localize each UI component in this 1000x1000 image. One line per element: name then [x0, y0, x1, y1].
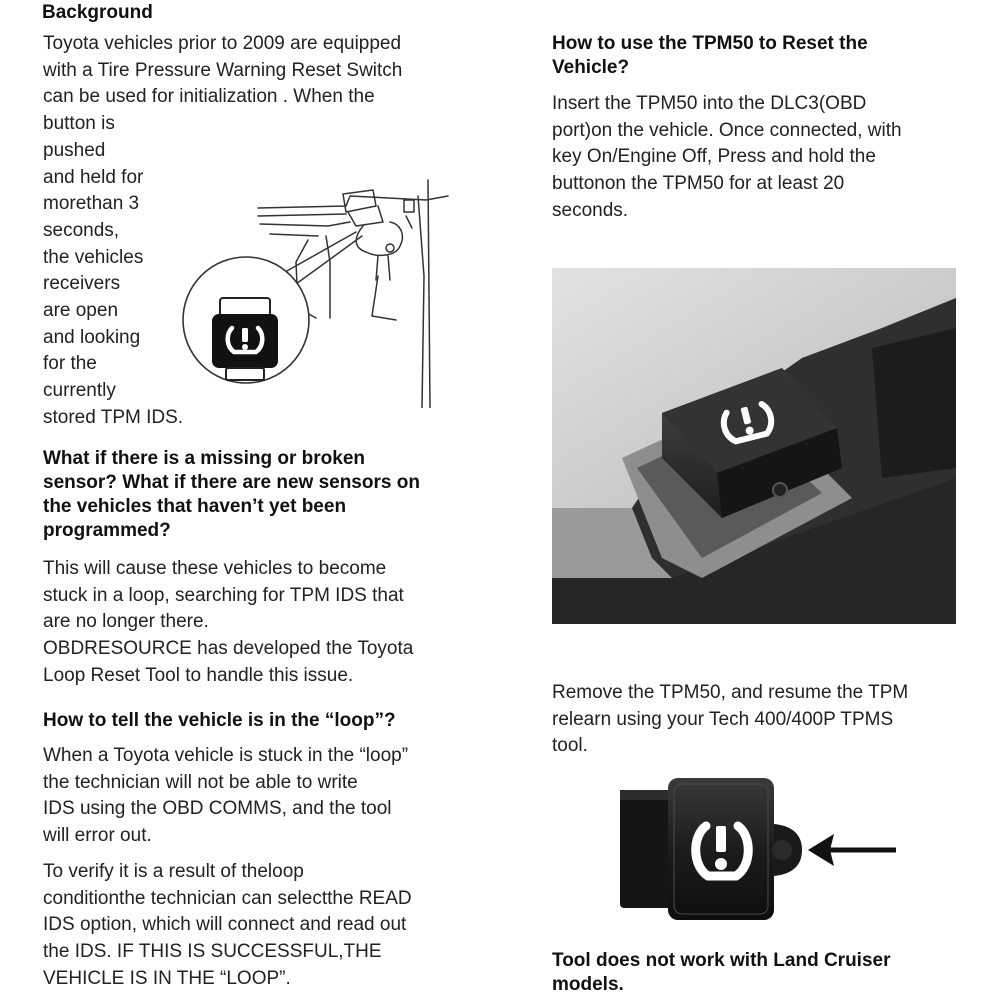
missing-sensor-paragraph [43, 556, 413, 690]
heading-line: programmed? [43, 520, 171, 541]
tpms-warning-icon [204, 294, 286, 386]
heading-line: Vehicle? [552, 57, 630, 78]
text-line: receivers [43, 273, 121, 295]
text-line: with a Tire Pressure Warning Reset Switch [43, 59, 403, 81]
text-line: seconds, [43, 219, 120, 241]
text-line: VEHICLE IS IN THE “LOOP”. [43, 967, 291, 989]
text-line: Insert the TPM50 into the DLC3(OBD [552, 93, 867, 114]
heading-line: models. [552, 974, 624, 995]
heading-line: What if there is a missing or broken [43, 448, 366, 469]
text-line: stuck in a loop, searching for TPM IDS that [43, 584, 404, 606]
remove-paragraph [552, 680, 908, 760]
text-line: the IDS. IF THIS IS SUCCESSFUL,THE [43, 941, 382, 963]
text-line: morethan 3 [43, 193, 140, 215]
tpm50-device-icon [618, 776, 804, 922]
text-line: button is [43, 113, 115, 135]
text-line: are no longer there. [43, 611, 209, 633]
text-line: This will cause these vehicles to become [43, 558, 387, 579]
text-line: Loop Reset Tool to handle this issue. [43, 664, 354, 686]
heading-line: How to use the TPM50 to Reset the [552, 33, 868, 54]
heading-line: the vehicles that haven’t yet been [43, 496, 347, 517]
text-line: OBDRESOURCE has developed the Toyota [43, 638, 414, 660]
use-paragraph [552, 91, 902, 225]
text-line: buttonon the TPM50 for at least 20 [552, 173, 845, 195]
warning-note [552, 949, 891, 997]
text-line: for the [43, 353, 97, 375]
text-line: relearn using your Tech 400/400P TPMS [552, 708, 894, 730]
text-line: and looking [43, 326, 141, 348]
text-line: and held for [43, 166, 144, 188]
text-line: key On/Engine Off, Press and hold the [552, 146, 876, 168]
text-line: currently [43, 380, 116, 402]
verify-paragraph [43, 859, 412, 993]
text-line: will error out. [43, 825, 152, 847]
text-line: stored TPM IDS. [43, 406, 184, 428]
heading-line: sensor? What if there are new sensors on [43, 472, 420, 493]
text-line: seconds. [552, 199, 629, 221]
text-line: the technician will not be able to write [43, 771, 358, 793]
text-line: pushed [43, 139, 106, 161]
missing-sensor-heading [43, 447, 420, 543]
text-line: IDS using the OBD COMMS, and the tool [43, 798, 392, 820]
text-line: the vehicles [43, 246, 144, 268]
text-line: tool. [552, 735, 588, 757]
use-heading [552, 32, 868, 80]
text-line: are open [43, 300, 119, 322]
text-line: Remove the TPM50, and resume the TPM [552, 682, 909, 703]
text-line: Toyota vehicles prior to 2009 are equipped [43, 33, 402, 54]
background-heading: Background [42, 2, 153, 23]
heading-line: Tool does not work with Land Cruiser [552, 950, 891, 971]
tpm50-in-obd-port-photo [552, 268, 956, 624]
text-line: port)on the vehicle. Once connected, with [552, 119, 902, 141]
loop-heading: How to tell the vehicle is in the “loop”? [43, 710, 396, 731]
text-line: To verify it is a result of theloop [43, 861, 304, 882]
text-line: conditionthe technician can selectthe READ [43, 887, 412, 909]
text-line: can be used for initialization . When the [43, 86, 375, 108]
loop-paragraph [43, 743, 408, 850]
text-line: When a Toyota vehicle is stuck in the “loop” [43, 745, 409, 766]
arrow-left-icon [806, 830, 898, 870]
text-line: IDS option, which will connect and read out [43, 914, 407, 936]
